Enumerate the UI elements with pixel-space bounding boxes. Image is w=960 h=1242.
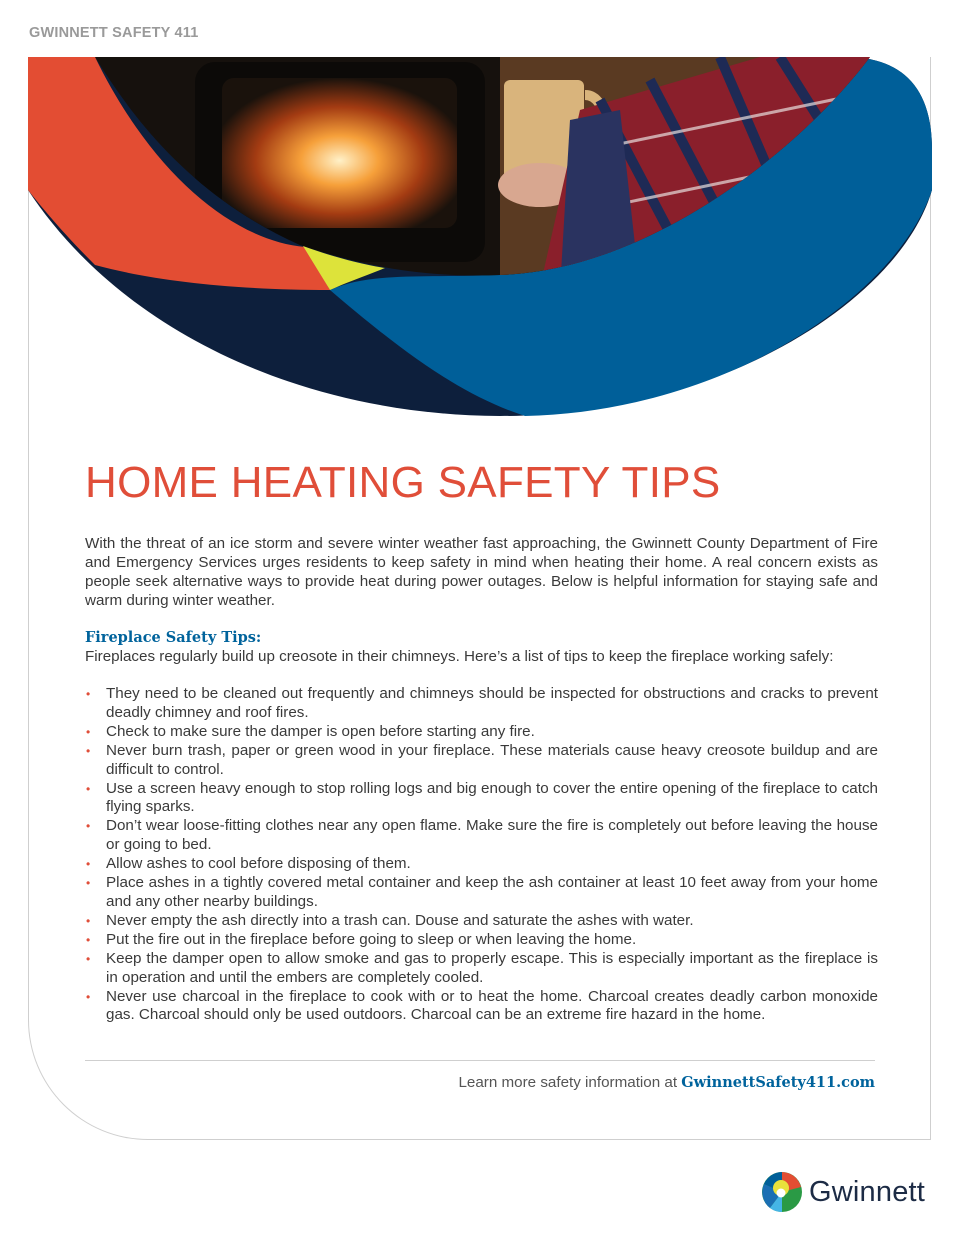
- intro-paragraph: With the threat of an ice storm and severe winter weather fast approaching, the Gwinnett County Department of Fire and Emergency Services urges residents to keep safety in mind when heating their home. A real concern exists as people seek alternative ways to provide heat during power outages. Below is helpful information for staying safe and warm during winter weather.: [85, 535, 878, 609]
- hero-image: [0, 0, 960, 430]
- bullet-icon: •: [86, 743, 91, 758]
- gwinnett-logo-icon: [762, 1172, 802, 1212]
- bullet-icon: •: [86, 951, 91, 966]
- bullet-icon: •: [86, 857, 91, 872]
- tip-text: Allow ashes to cool before disposing of them.: [106, 855, 411, 873]
- list-item: [85, 931, 878, 950]
- list-item: [85, 988, 878, 1026]
- bullet-icon: •: [86, 781, 91, 796]
- list-item: [85, 874, 878, 912]
- tip-text: Don’t wear loose-fitting clothes near any open flame. Make sure the fire is completely out before leaving the house or going to bed.: [106, 817, 878, 854]
- brand-label: GWINNETT SAFETY 411: [29, 25, 199, 41]
- list-item: [85, 780, 878, 818]
- page-title: HOME HEATING SAFETY TIPS: [85, 458, 721, 507]
- bullet-icon: •: [86, 687, 91, 701]
- section-heading: Fireplace Safety Tips:: [85, 629, 262, 646]
- list-item: [85, 855, 878, 874]
- tip-text: Keep the damper open to allow smoke and gas to properly escape. This is especially important as the fireplace is in operation and until the embers are completely cooled.: [106, 949, 878, 986]
- tip-text: Never burn trash, paper or green wood in your fireplace. These materials cause heavy creosote buildup and are difficult to control.: [106, 741, 878, 778]
- bullet-icon: •: [86, 876, 91, 891]
- bullet-icon: •: [86, 819, 91, 834]
- list-item: [85, 817, 878, 855]
- list-item: [85, 723, 878, 742]
- bullet-icon: •: [86, 724, 91, 739]
- section-lead: Fireplaces regularly build up creosote in their chimneys. Here’s a list of tips to keep the fireplace working safely:: [85, 648, 834, 665]
- list-item: [85, 950, 878, 988]
- tip-text: Use a screen heavy enough to stop rolling logs and big enough to cover the entire opening of the fireplace to catch flying sparks.: [106, 779, 878, 816]
- tips-list: [85, 685, 878, 1025]
- bullet-icon: •: [86, 932, 91, 947]
- footer-text: Learn more safety information at: [458, 1074, 682, 1091]
- tip-text: Never empty the ash directly into a trash can. Douse and saturate the ashes with water.: [106, 911, 694, 929]
- tip-text: Place ashes in a tightly covered metal container and keep the ash container at least 10 feet away from your home and any other nearby buildings.: [106, 874, 878, 910]
- bullet-icon: •: [86, 989, 91, 1004]
- list-item: [85, 742, 878, 780]
- list-item: [85, 912, 878, 931]
- list-item: [85, 685, 878, 723]
- bullet-icon: •: [86, 913, 91, 928]
- tip-text: Put the fire out in the fireplace before going to sleep or when leaving the home.: [106, 930, 637, 948]
- footer-note: [458, 1074, 875, 1091]
- website-link[interactable]: GwinnettSafety411.com: [681, 1074, 875, 1091]
- tip-text: Check to make sure the damper is open before starting any fire.: [106, 722, 535, 740]
- logo-text: Gwinnett: [809, 1175, 926, 1208]
- tip-text: They need to be cleaned out frequently and chimneys should be inspected for obstructions and cracks to prevent deadly chimney and roof fires.: [106, 685, 878, 721]
- tip-text: Never use charcoal in the fireplace to cook with or to heat the home. Charcoal creates deadly carbon monoxide gas. Charcoal should only be used outdoors. Charcoal can be an extreme fire hazard in the home.: [106, 987, 878, 1024]
- divider: [85, 1060, 875, 1061]
- gwinnett-logo: [762, 1172, 925, 1212]
